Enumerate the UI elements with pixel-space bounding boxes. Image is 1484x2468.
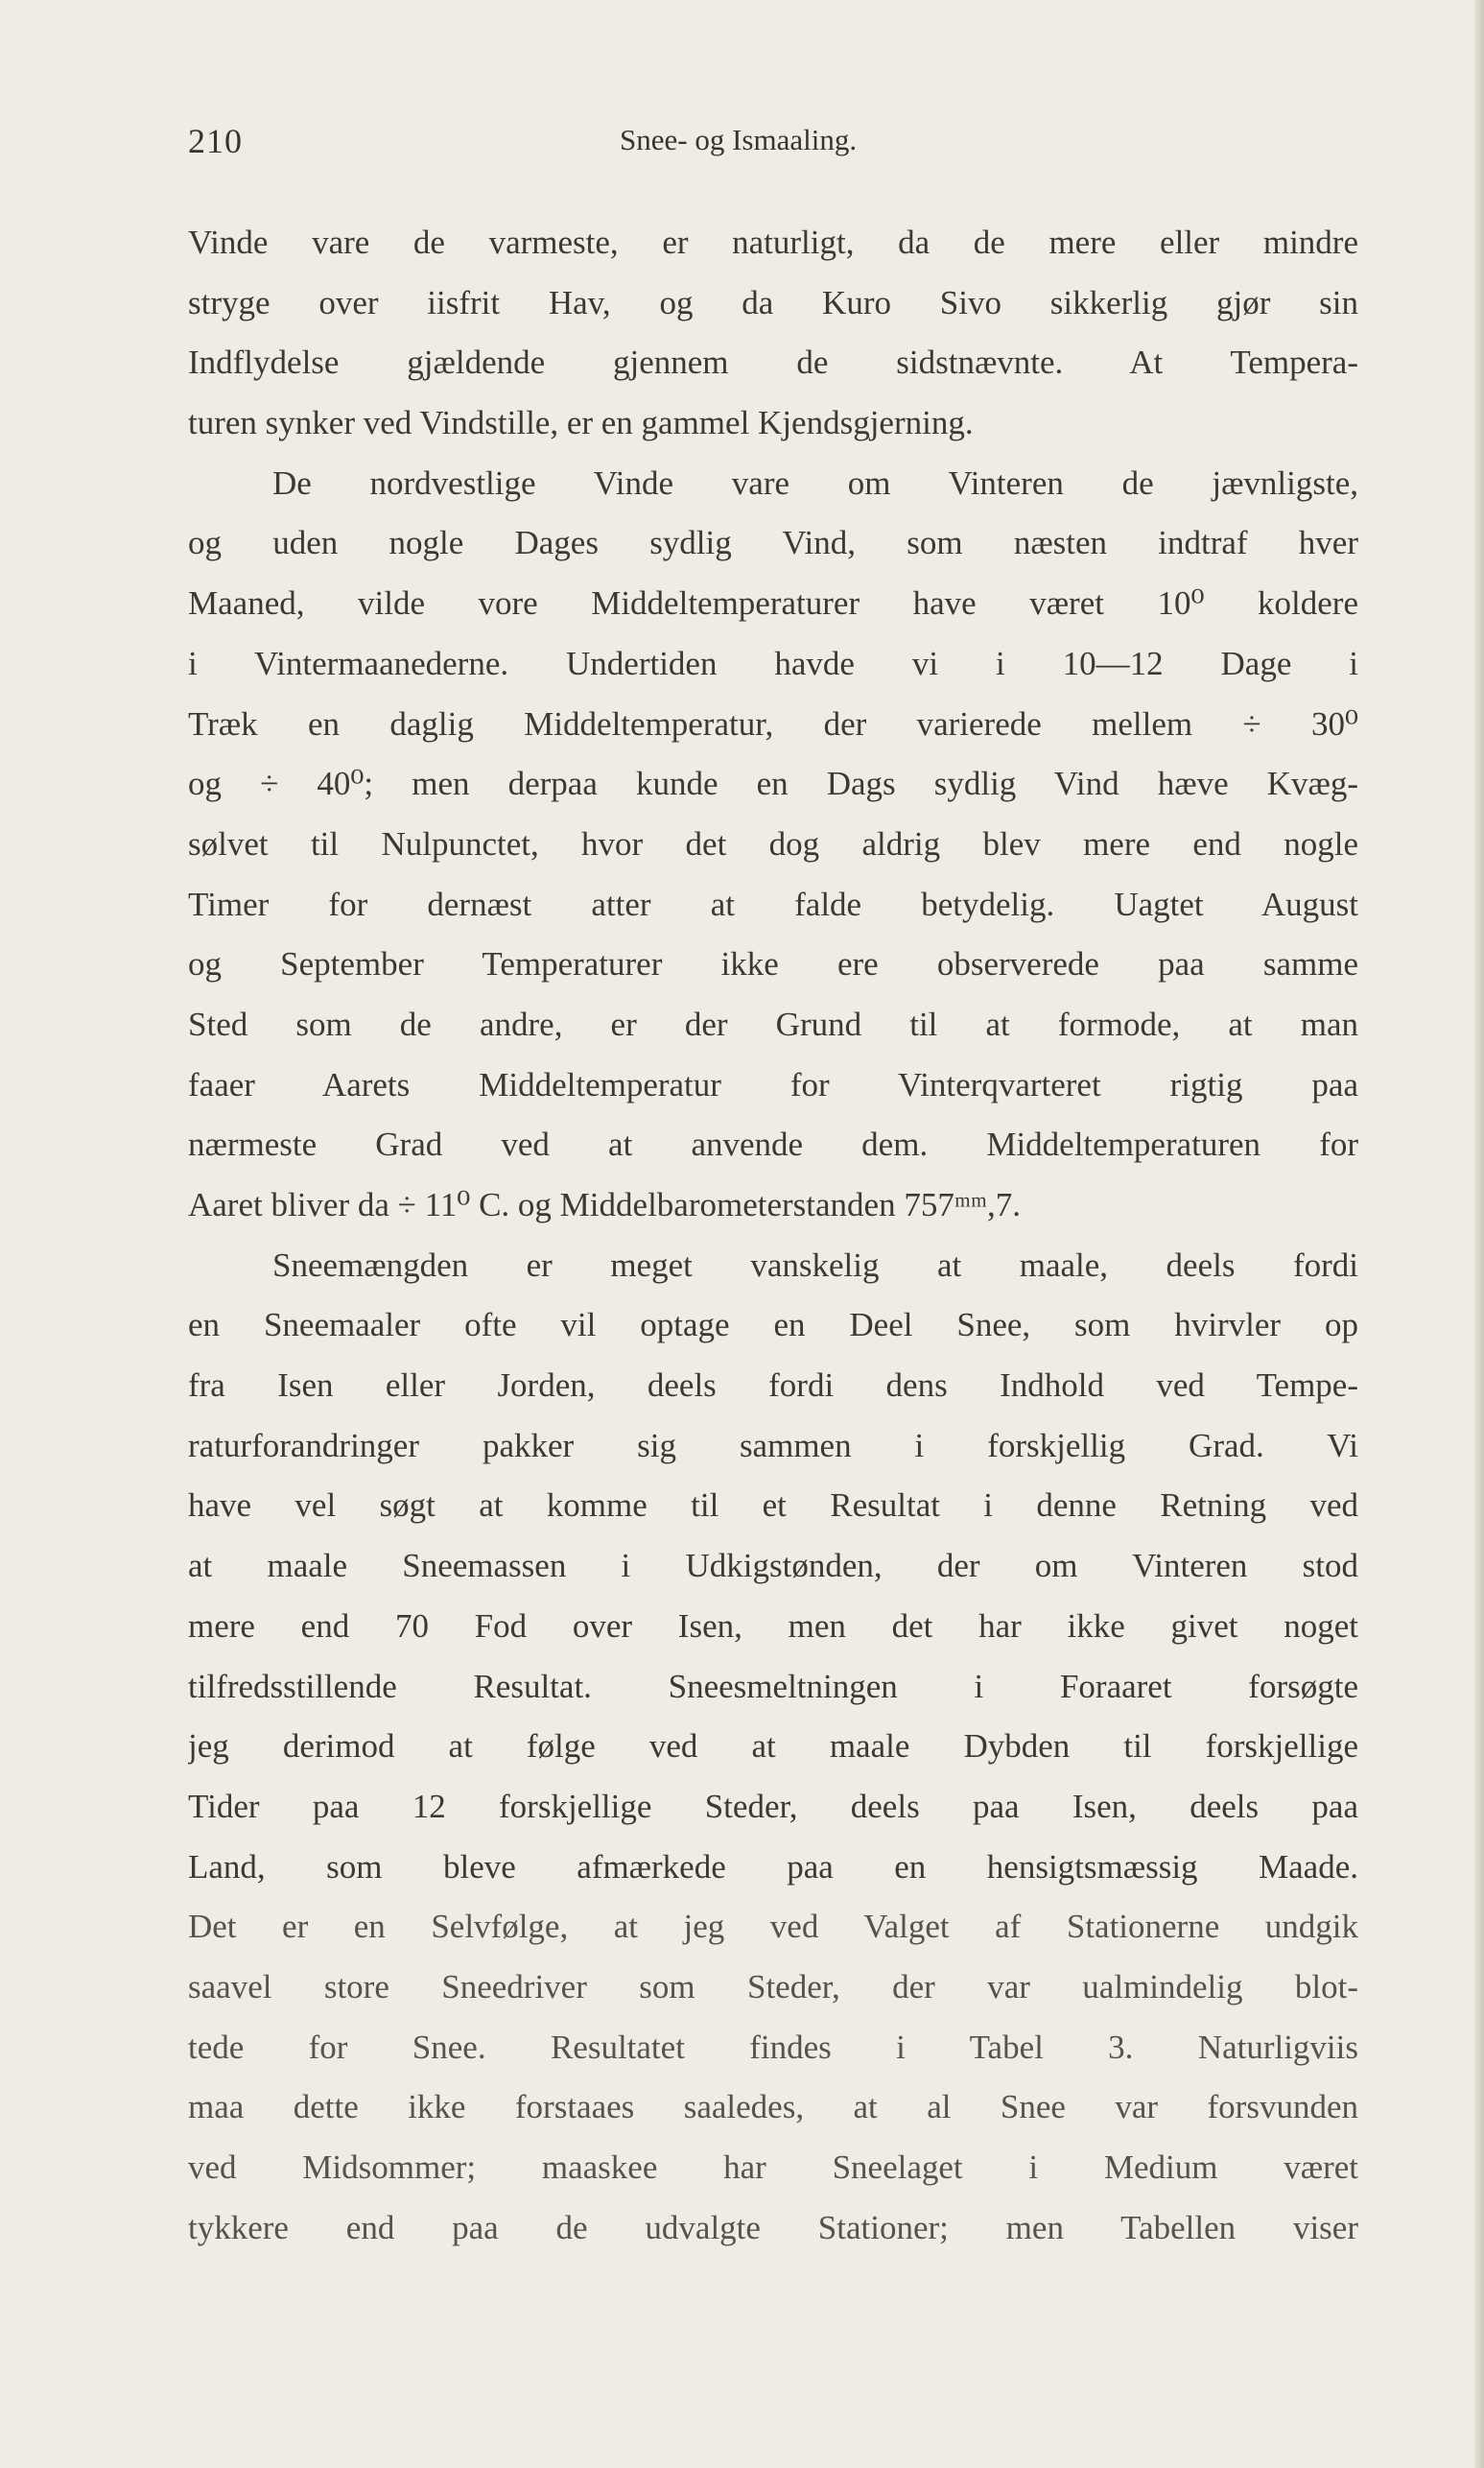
text-line: mere end 70 Fod over Isen, men det har ikke givet noget xyxy=(188,1606,1358,1645)
page-header xyxy=(188,121,1358,169)
text-line: Vinde vare de varmeste, er naturligt, da de mere eller mindre xyxy=(188,224,1358,261)
text-line: ved Midsommer; maaskee har Sneelaget i Medium været xyxy=(188,2148,1358,2186)
text-line: i Vintermaanederne. Undertiden havde vi i 10—12 Dage i xyxy=(188,644,1358,682)
text-line: og September Temperaturer ikke ere observerede paa samme xyxy=(188,945,1358,984)
text-line: at maale Sneemassen i Udkigstønden, der om Vinteren stod xyxy=(188,1547,1358,1585)
text-line: Aaret bliver da ÷ 11⁰ C. og Middelbarometerstanden 757ᵐᵐ,7. xyxy=(188,1186,1022,1223)
text-line: stryge over iisfrit Hav, og da Kuro Sivo sikkerlig gjør sin xyxy=(188,283,1358,321)
text-line: Sted som de andre, er der Grund til at formode, at man xyxy=(188,1005,1358,1043)
text-line: jeg derimod at følge ved at maale Dybden til forskjellige xyxy=(188,1727,1358,1766)
page-edge-shadow xyxy=(1474,0,1484,2468)
running-head: Snee- og Ismaaling. xyxy=(620,123,858,156)
text-line: faaer Aarets Middeltemperatur for Vinterqvarteret rigtig paa xyxy=(188,1065,1358,1103)
text-line: tilfredsstillende Resultat. Sneesmeltningen i Foraaret forsøgte xyxy=(188,1667,1358,1705)
text-line: Det er en Selvfølge, at jeg ved Valget af Stationerne undgik xyxy=(188,1908,1358,1946)
page-number: 210 xyxy=(188,122,243,160)
paragraph-start-line: De nordvestlige Vinde vare om Vinteren de jævnligste, xyxy=(272,463,1358,502)
text-line: tede for Snee. Resultatet findes i Tabel 3. Naturligviis xyxy=(188,2028,1358,2066)
text-line: turen synker ved Vindstille, er en gammel Kjendsgjerning. xyxy=(188,404,974,442)
text-line: Land, som bleve afmærkede paa en hensigtsmæssig Maade. xyxy=(188,1847,1358,1886)
text-line: Træk en daglig Middeltemperatur, der varierede mellem ÷ 30⁰ xyxy=(188,704,1358,743)
text-line: og uden nogle Dages sydlig Vind, som næsten indtraf hver xyxy=(188,524,1358,562)
text-line: Indflydelse gjældende gjennem de sidstnævnte. At Tempera- xyxy=(188,344,1358,382)
text-line: sølvet til Nulpunctet, hvor det dog aldrig blev mere end nogle xyxy=(188,824,1358,863)
text-line: saavel store Sneedriver som Steder, der var ualmindelig blot- xyxy=(188,1967,1358,2005)
text-line: en Sneemaaler ofte vil optage en Deel Snee, som hvirvler op xyxy=(188,1306,1358,1344)
text-line: nærmeste Grad ved at anvende dem. Middeltemperaturen for xyxy=(188,1126,1358,1164)
paragraph-start-line: Sneemængden er meget vanskelig at maale, deels fordi xyxy=(272,1246,1358,1284)
body-text xyxy=(188,213,1358,2258)
text-line: Maaned, vilde vore Middeltemperaturer have været 10⁰ koldere xyxy=(188,584,1358,623)
text-line: Tider paa 12 forskjellige Steder, deels paa Isen, deels paa xyxy=(188,1787,1358,1825)
text-line: og ÷ 40⁰; men derpaa kunde en Dags sydlig Vind hæve Kvæg- xyxy=(188,765,1358,803)
text-line: raturforandringer pakker sig sammen i forskjellig Grad. Vi xyxy=(188,1426,1358,1464)
text-line: tykkere end paa de udvalgte Stationer; men Tabellen viser xyxy=(188,2208,1358,2246)
text-line: Timer for dernæst atter at falde betydelig. Uagtet August xyxy=(188,885,1358,923)
text-line: have vel søgt at komme til et Resultat i denne Retning ved xyxy=(188,1486,1358,1525)
text-line: fra Isen eller Jorden, deels fordi dens Indhold ved Tempe- xyxy=(188,1366,1358,1405)
text-line: maa dette ikke forstaaes saaledes, at al Snee var forsvunden xyxy=(188,2088,1358,2126)
